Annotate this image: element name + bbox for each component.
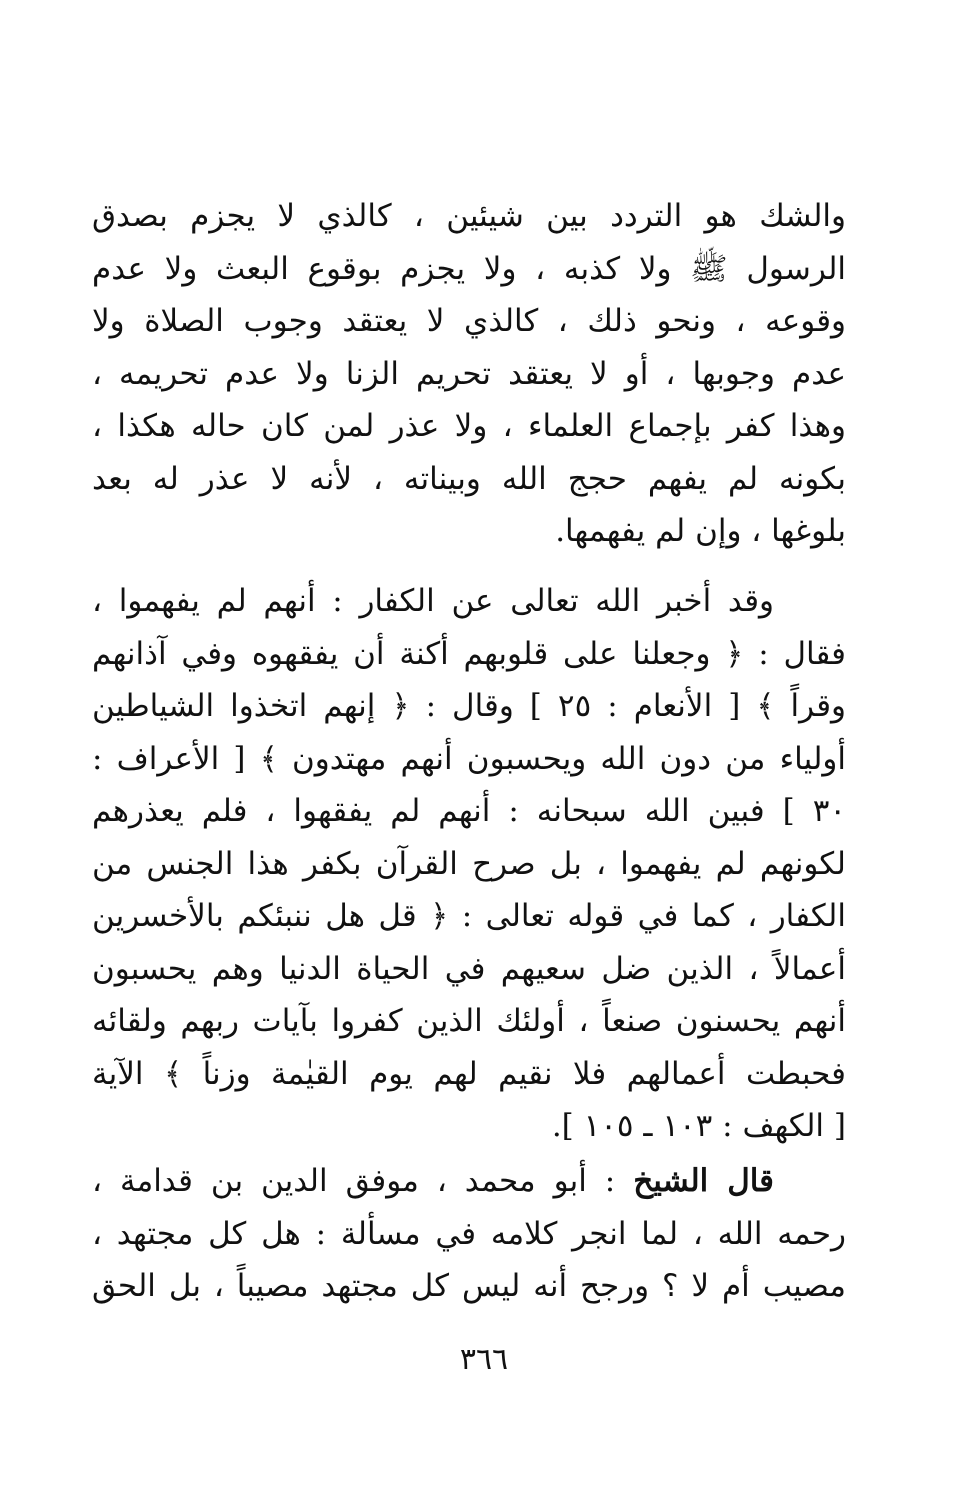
text-line: لكونهم لم يفهموا ، بل صرح القرآن بكفر هذا الجنس من [92, 845, 846, 882]
text-line: أعمالاً ، الذين ضل سعيهم في الحياة الدنيا وهم يحسبون [92, 950, 846, 987]
speaker-heading: قال الشيخ [633, 1163, 774, 1199]
paragraph-3 [92, 1155, 846, 1313]
text-line: الرسول ﷺ ولا كذبه ، ولا يجزم بوقوع البعث ولا عدم [92, 250, 846, 287]
text-line: أنهم يحسنون صنعاً ، أولئك الذين كفروا بآيات ربهم ولقائه [92, 1003, 846, 1039]
text-line: والشك هو التردد بين شيئين ، كالذي لا يجزم بصدق [92, 198, 846, 234]
text-line: فحبطت أعمالهم فلا نقيم لهم يوم القيٰمة وزناً ﴾ الآية [92, 1055, 846, 1092]
text-line: أولياء من دون الله ويحسبون أنهم مهتدون ﴾ [ الأعراف : [92, 740, 846, 777]
text-line: عدم وجوبها ، أو لا يعتقد تحريم الزنا ولا عدم تحريمه ، [92, 355, 846, 392]
text-line: فقال : ﴿ وجعلنا على قلوبهم أكنة أن يفقهوه وفي آذانهم [92, 635, 846, 672]
text-line: مصيب أم لا ؟ ورجح أنه ليس كل مجتهد مصيباً ، بل الحق [92, 1268, 846, 1304]
text-line: وهذا كفر بإجماع العلماء ، ولا عذر لمن كان حاله هكذا ، [92, 408, 846, 444]
text-line: بلوغها ، وإن لم يفهمها. [555, 513, 846, 549]
text-line: رحمه الله ، لما انجر كلامه في مسألة : هل كل مجتهد ، [92, 1215, 846, 1252]
paragraph-2 [92, 575, 846, 1153]
text-line: وقراً ﴾ [ الأنعام : ٢٥ ] وقال : ﴿ إنهم اتخذوا الشياطين [92, 688, 846, 724]
text-line: بكونه لم يفهم حجج الله وبيناته ، لأنه لا عذر له بعد [92, 460, 846, 497]
text-line: الكفار ، كما في قوله تعالى : ﴿ قل هل ننبئكم بالأخسرين [92, 898, 846, 934]
text-line: وقوعه ، ونحو ذلك ، كالذي لا يعتقد وجوب الصلاة ولا [92, 303, 846, 339]
text-line [92, 1155, 846, 1208]
text-line: [ الكهف : ١٠٣ ـ ١٠٥ ]. [551, 1108, 846, 1144]
text-span: : أبو محمد ، موفق الدين بن قدامة ، [92, 1163, 634, 1199]
page-number: ٣٦٦ [459, 1342, 509, 1377]
paragraph-1 [92, 190, 846, 558]
text-line: ٣٠ ] فبين الله سبحانه : أنهم لم يفقهوا ، فلم يعذرهم [92, 793, 846, 829]
text-line: وقد أخبر الله تعالى عن الكفار : أنهم لم يفهموا ، [92, 583, 774, 619]
